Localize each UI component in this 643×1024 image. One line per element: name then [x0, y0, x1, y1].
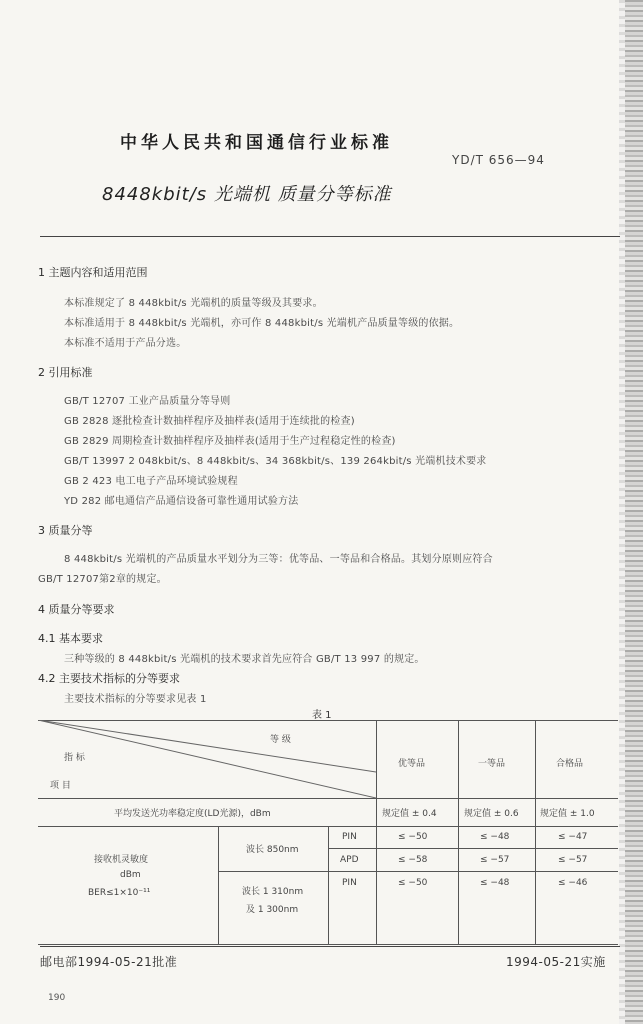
reference-line: GB/T 12707 工业产品质量分等导则 — [64, 396, 231, 407]
header-first: 一等品 — [478, 759, 506, 769]
section-4-heading: 4 质量分等要求 — [38, 603, 115, 616]
grade-table — [38, 720, 618, 945]
scan-edge — [625, 0, 643, 1024]
detector-pin: PIN — [342, 878, 357, 888]
detector-apd: APD — [340, 855, 359, 865]
sensitivity-unit: dBm — [120, 870, 141, 880]
value-cell: ≤ −58 — [398, 855, 428, 865]
value-cell: ≤ −50 — [398, 878, 428, 888]
header-qualified: 合格品 — [556, 759, 584, 769]
section-1-heading: 1 主题内容和适用范围 — [38, 266, 148, 279]
section-3-line: 8 448kbit/s 光端机的产品质量水平划分为三等：优等品、一等品和合格品。其划分原则应符合 — [64, 554, 493, 565]
standard-title: 中华人民共和国通信行业标准 — [120, 133, 393, 153]
document-title: 8448kbit/s 光端机 质量分等标准 — [102, 184, 392, 205]
table-border-bottom — [38, 944, 618, 945]
section-4-2-line: 主要技术指标的分等要求见表 1 — [64, 694, 207, 705]
table-row-rule — [218, 871, 618, 872]
reference-line: YD 282 邮电通信产品通信设备可靠性通用试验方法 — [64, 496, 299, 507]
reference-line: GB 2 423 电工电子产品环境试验规程 — [64, 476, 238, 487]
section-4-1-heading: 4.1 基本要求 — [38, 632, 103, 645]
table-col-rule — [328, 826, 329, 944]
value-cell: ≤ −46 — [558, 878, 588, 888]
section-2-heading: 2 引用标准 — [38, 366, 93, 379]
detector-pin: PIN — [342, 832, 357, 842]
table-col-rule — [376, 720, 377, 944]
table-caption: 表 1 — [312, 710, 332, 721]
page-number: 190 — [48, 993, 66, 1003]
section-1-line: 本标准不适用于产品分选。 — [64, 338, 187, 349]
sensitivity-label: 接收机灵敏度 — [94, 855, 149, 865]
reference-line: GB 2829 周期检查计数抽样程序及抽样表(适用于生产过程稳定性的检查) — [64, 436, 396, 447]
table-row-rule — [328, 848, 618, 849]
table-header-rule — [38, 798, 618, 799]
section-1-line: 本标准规定了 8 448kbit/s 光端机的质量等级及其要求。 — [64, 298, 323, 309]
wavelength-850: 波长 850nm — [246, 845, 299, 855]
section-1-line: 本标准适用于 8 448kbit/s 光端机，亦可作 8 448kbit/s 光端机产品质量等级的依据。 — [64, 318, 460, 329]
section-3-line: GB/T 12707第2章的规定。 — [38, 574, 167, 585]
header-diagonals — [38, 720, 376, 798]
header-grade-label: 等 级 — [270, 735, 291, 745]
wavelength-1310: 波长 1 310nm — [242, 887, 304, 897]
power-stability-label: 平均发送光功率稳定度(LD光源)，dBm — [114, 809, 271, 819]
section-4-2-heading: 4.2 主要技术指标的分等要求 — [38, 672, 180, 685]
reference-line: GB 2828 逐批检查计数抽样程序及抽样表(适用于连续批的检查) — [64, 416, 355, 427]
section-4-1-line: 三种等级的 8 448kbit/s 光端机的技术要求首先应符合 GB/T 13 997 的规定。 — [64, 654, 425, 665]
header-indicator-label: 指 标 — [64, 753, 85, 763]
effective-date: 1994-05-21实施 — [506, 955, 606, 969]
power-premium-value: 规定值 ± 0.4 — [382, 809, 437, 819]
value-cell: ≤ −57 — [558, 855, 588, 865]
power-qualified-value: 规定值 ± 1.0 — [540, 809, 595, 819]
footer-rule — [40, 946, 620, 947]
value-cell: ≤ −57 — [480, 855, 510, 865]
value-cell: ≤ −48 — [480, 878, 510, 888]
value-cell: ≤ −47 — [558, 832, 588, 842]
section-3-heading: 3 质量分等 — [38, 524, 93, 537]
standard-code: YD/T 656—94 — [452, 153, 545, 167]
header-rule — [40, 236, 620, 237]
sensitivity-ber: BER≤1×10⁻¹¹ — [88, 888, 151, 898]
approval-date: 邮电部1994-05-21批准 — [40, 955, 178, 969]
header-premium: 优等品 — [398, 759, 426, 769]
value-cell: ≤ −48 — [480, 832, 510, 842]
wavelength-1300: 及 1 300nm — [246, 905, 299, 915]
value-cell: ≤ −50 — [398, 832, 428, 842]
table-col-rule — [535, 720, 536, 944]
header-item-label: 项 目 — [50, 781, 71, 791]
table-col-rule — [458, 720, 459, 944]
power-first-value: 规定值 ± 0.6 — [464, 809, 519, 819]
reference-line: GB/T 13997 2 048kbit/s、8 448kbit/s、34 368kbit/s、139 264kbit/s 光端机技术要求 — [64, 456, 487, 467]
table-col-rule — [218, 826, 219, 944]
